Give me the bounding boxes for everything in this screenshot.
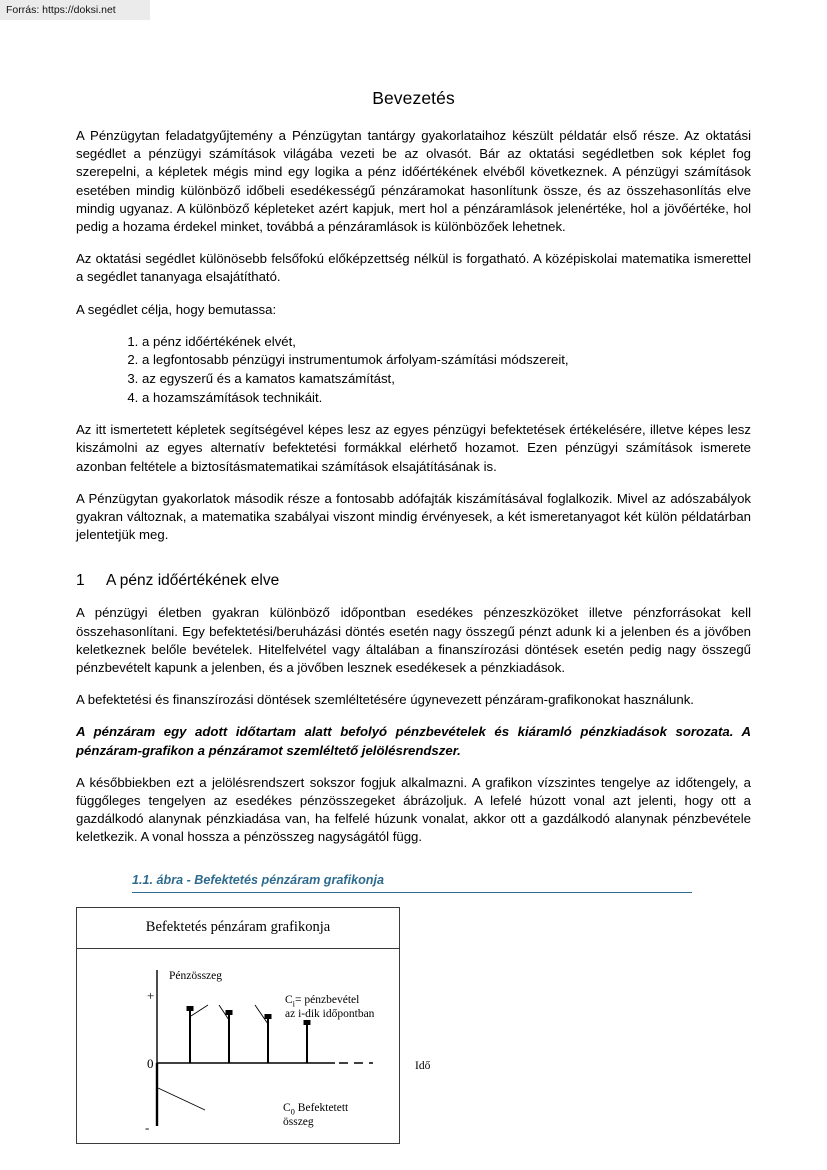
after-list-paragraph-2: A Pénzügytan gyakorlatok második része a fontosabb adófajták kiszámításával foglalkozik. Mivel az adószabályok gyakran változnak, a matematika szabályai viszont mindig érvényesek, a két ismeretanyagot két külön példatárban jelentetjük meg. [76,490,751,543]
list-item: 2. a legfontosabb pénzügyi instrumentumok árfolyam-számítási módszereit, [142,351,751,370]
ci-description: = pénzbevétel [295,993,360,1006]
section-number: 1 [76,572,85,590]
goal-list [76,333,751,407]
c0-subscript: 0 [290,1105,295,1116]
section-title: A pénz időértékének elve [106,572,280,590]
list-item: 4. a hozamszámítások technikáit. [142,389,751,408]
c0-text-1: Befektetett [297,1101,349,1114]
section-heading [76,572,751,590]
c0-label [283,1102,348,1116]
figure-cashflow-diagram [76,907,431,1144]
c0-symbol: C [283,1101,291,1114]
zero-label: 0 [147,1055,154,1071]
page-title: Bevezetés [372,88,455,108]
section-paragraph-2: A befektetési és finanszírozási döntések szemléltetésére úgynevezett pénzáram-grafikonokat használunk. [76,692,694,708]
ci-label [285,994,359,1008]
intro-paragraph-2: Az oktatási segédlet különösebb felsőfokú előképzettség nélkül is forgatható. A középiskolai matematika ismerettel a segédlet tananyaga elsajátítható. [76,251,751,285]
ci-label-line2: az i-dik időpontban [285,1007,375,1020]
ci-subscript: i [292,997,296,1008]
intro-paragraph-1: A Pénzügytan feladatgyűjtemény a Pénzügytan tantárgy gyakorlataihoz készült példatár első része. Az oktatási segédlet a pénzügyi számítások világába vezeti be az olvasót. Bár az oktatási segédletben sok képlet fog szerepelni, a képletek mégis mind egy logika a pénz időértékének elvéből következnek. A pénzügyi számítások esetében mindig különböző időbeli esedékességű pénzáramokat hasonlítunk össze, és az összehasonlítás elve mindig ugyanaz. A különböző képleteket azért kapjuk, mert hol a pénzáramlások jelenértéke, hol a jövőértéke, hol pedig a hozama érdekel minket, továbbá a pénzáramlások is különbözőek lehetnek. [76,128,751,235]
list-item: 3. az egyszerű és a kamatos kamatszámítást, [142,370,751,389]
figure-box-title: Befektetés pénzáram grafikonja [145,918,331,935]
section-closing-paragraph: A későbbiekben ezt a jelölésrendszert sokszor fogjuk alkalmazni. A grafikon vízszintes tengelye az időtengely, a függőleges tengelyen az esedékes pénzösszegeket ábrázoljuk. A lefelé húzott vonal azt jelenti, hogy ott a gazdálkodó alanynak pénzkiadása van, ha felfelé húzunk vonalat, akkor ott a gazdálkodó alanynak pénzbevétele keletkezik. A vonal hossza a pénzösszeg nagyságától függ. [76,774,751,845]
cashflow-graph-svg [77,948,399,1143]
ci-symbol: C [285,993,293,1006]
c0-label-line2: összeg [283,1115,314,1128]
time-axis-label: Idő [415,1059,431,1072]
source-url-text: Forrás: https://doksi.net [6,4,116,16]
minus-sign-label: - [145,1119,150,1135]
after-list-paragraph-1: Az itt ismertetett képletek segítségével képes lesz az egyes pénzügyi befektetések értékelésére, illetve képes lesz kiszámolni az egyes alternatív befektetési formákkal elérhető hozamot. Ezen pénzügyi számítások ismerete azonban feltétele a biztosításmatematikai számítások elsajátításának is. [76,422,751,474]
definition-paragraph: A pénzáram egy adott időtartam alatt befolyó pénzbevételek és kiáramló pénzkiadások sorozata. A pénzáram-grafikon a pénzáramot szemléltető jelölésrendszer. [76,724,751,758]
list-item: 1. a pénz időértékének elvét, [142,333,751,352]
figure-caption: 1.1. ábra - Befektetés pénzáram grafikonja [132,873,692,893]
intro-paragraph-3: A segédlet célja, hogy bemutassa: [76,301,277,317]
section-paragraph-1: A pénzügyi életben gyakran különböző időpontban esedékes pénzeszközöket illetve pénzforrásokat kell összehasonlítani. Egy befektetési/beruházási döntés esetén nagy összegű pénzt adunk ki a jelenben és a jövőben keletkeznek belőle bevételek. Hitelfelvétel vagy általában a finanszírozási döntések esetén pedig nagy összegű pénzbevételt kapunk a jelenben, és a jövőben lesznek esedékesek a pénzkiadások. [76,605,751,676]
plus-sign-label: + [147,987,155,1003]
y-axis-label: Pénzösszeg [169,969,223,982]
